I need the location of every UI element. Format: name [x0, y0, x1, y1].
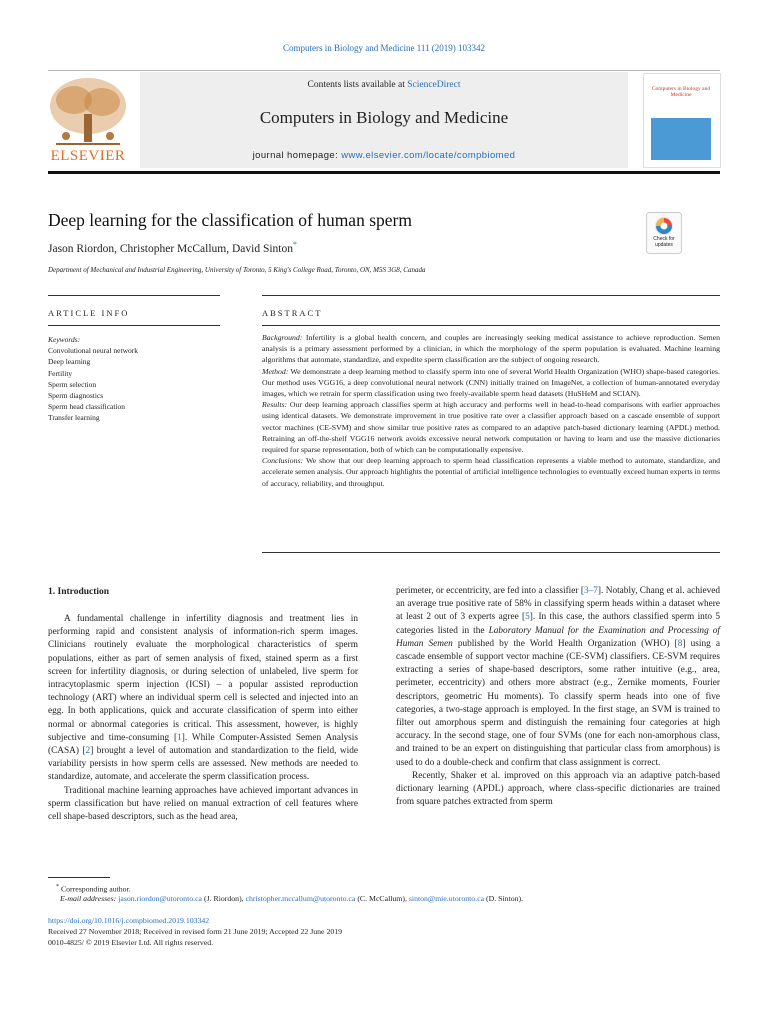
- abstract-label: Background:: [262, 333, 303, 342]
- keyword-item: Fertility: [48, 368, 73, 378]
- header-rule: [48, 70, 720, 71]
- keywords-block: [48, 334, 138, 424]
- abstract-method: [262, 366, 720, 400]
- abstract-conclusions: [262, 455, 720, 489]
- journal-title: Computers in Biology and Medicine: [259, 108, 509, 127]
- corresponding-author-mark[interactable]: *: [293, 240, 298, 249]
- intro-paragraph-2: Traditional machine learning approaches have achieved important advances in sperm classification but have relied on manual extraction of cell features where cell shape-based descriptors, such as the head area,: [48, 785, 358, 823]
- keyword-item: Deep learning: [48, 357, 91, 367]
- intro-paragraph-3: [396, 585, 720, 770]
- right-column: [396, 585, 720, 809]
- text-run: published by the World Health Organization (WHO) [: [452, 638, 678, 649]
- abstract-rule-top: [262, 295, 720, 296]
- abstract-label: Conclusions:: [262, 456, 304, 466]
- text-run: ] brought a level of automation and standardization to the field, wide variability persists in how sperm cells are assessed. New methods are needed to standardize, automate, and accelerate the sperm classification process.: [48, 746, 358, 783]
- info-rule-top: [48, 295, 220, 296]
- abstract-background: [262, 332, 720, 366]
- text-run: ] using a cascade ensemble of support vector machine (CE-SVM) classifiers. CE-SVM requires extracting a series of shape-based descriptors, some rather intuitive (e.g., area, perimeter, eccentricity) and others more abstract (e.g., Zernike moments, Fourier descriptors, geometric Hu moments). To classify sperm heads into one of five categories, a two-stage approach is employed. In the first stage, an SVM is trained to filter out amorphous sperm and distinguish the remaining four categories at high accuracy. In the second stage, one of four SVMs (one for each non-amorphous class, and trained to be an expert on distinguishing that particular class from amorphous) is used to do a double-check and confirm that class assignment is correct.: [396, 638, 720, 768]
- publisher-name: ELSEVIER: [50, 148, 126, 164]
- reference-link[interactable]: 5: [525, 612, 530, 623]
- text-run: ]. While Computer-Assisted Semen Analysis (CASA) [: [48, 732, 358, 757]
- contents-line: [140, 80, 628, 90]
- keywords-label: Keywords:: [48, 335, 81, 344]
- received-dates: Received 27 November 2018; Received in revised form 21 June 2019; Accepted 22 June 2019: [48, 927, 343, 936]
- abstract-text: Our deep learning approach classifies sperm at high accuracy and performs well in head-to-head comparisons with earlier approaches using identical datasets. We demonstrate improvement in true positive rate over a classifier approach based on a cascade ensemble of support vector machines (CE-SVM) and show similar true positive rates as compared to an adaptive patch-based dictionary learning (APDL) method. Retraining an off-the-shelf VGG16 network avoids excessive neural network computation or having to learn and use the massive dictionaries required for sparse representation, both of which can be computationally expensive.: [262, 400, 720, 455]
- homepage-link[interactable]: www.elsevier.com/locate/compbiomed: [341, 150, 516, 161]
- affiliation: Department of Mechanical and Industrial Engineering, University of Toronto, 5 King's College Road, Toronto, ON, M5S 3G8, Canada: [48, 266, 426, 274]
- sciencedirect-link[interactable]: ScienceDirect: [407, 80, 461, 90]
- journal-homepage: [140, 150, 628, 161]
- check-for-updates-label: Check for updates: [653, 236, 675, 248]
- footnote-mark: *: [56, 884, 59, 890]
- abstract-text: Infertility is a global health concern, and couples are increasingly seeking medical assistance to achieve reproduction. Semen analysis is a primary assessment performed by a clinician, in which the morphology of the sperm population is evaluated. Machine learning algorithms that automate, standardize, and expedite sperm classification are the subject of ongoing research.: [262, 333, 720, 365]
- footnote-rule: [48, 877, 110, 878]
- journal-citation[interactable]: Computers in Biology and Medicine 111 (2019) 103342: [282, 43, 486, 53]
- abstract-rule-bottom: [262, 552, 720, 553]
- abstract-text: We demonstrate a deep learning method to classify sperm into one of several World Health Organization (WHO) shape-based categories. Our method uses VGG16, a deep convolutional neural network (CNN) initially trained on ImageNet, a collection of human-annotated everyday images, which we retrain for sperm classification using two freely-available sperm head datasets (HuSHeM and SCIAN).: [262, 366, 720, 399]
- text-run: ]. In this case, the authors classified sperm into 5 categories listed in the: [396, 612, 720, 636]
- abstract-body: [262, 332, 720, 489]
- text-run: A fundamental challenge in infertility diagnosis and treatment lies in performing rapid and consistent analysis of information-rich sperm images. Clinicians routinely evaluate the morphological characteristics of sperm populations, either as part of semen analysis of fixed, stained sperm as a first screen for infertility diagnosis, or during selection of unlabeled, live sperm for intracytoplasmic sperm injection (ICSI) – a popular assisted reproduction technology (ART) where an individual sperm cell is selected and injected into an egg. In both applications, quick and accurate classification of sperm into either normal or abnormal categories is critical. This assessment, however, is highly subjective and time-consuming [: [48, 614, 358, 743]
- info-rule-mid: [48, 325, 220, 326]
- abstract-heading: ABSTRACT: [262, 308, 323, 318]
- article-info-heading: ARTICLE INFO: [48, 308, 130, 318]
- abstract-results: [262, 399, 720, 455]
- email-owner: (J. Riordon),: [202, 894, 246, 903]
- text-run: ]. Notably, Chang et al. achieved an average true positive rate of 58% in classifying sperm heads within a dataset where at least 2 out of 3 experts agree [: [396, 586, 721, 623]
- reference-link[interactable]: 8: [677, 638, 683, 649]
- section-heading-introduction: 1. Introduction: [48, 587, 110, 597]
- intro-paragraph-1: [48, 613, 358, 785]
- doi-link[interactable]: https://doi.org/10.1016/j.compbiomed.2019.103342: [48, 916, 210, 925]
- footnote-text: Corresponding author.: [60, 884, 131, 894]
- email-link[interactable]: sinton@mie.utoronto.ca: [408, 894, 485, 903]
- homepage-prefix: journal homepage:: [252, 150, 342, 161]
- cover-title: Computers in Biology and Medicine: [651, 86, 711, 98]
- email-link[interactable]: jason.riordon@utoronto.ca: [118, 894, 203, 903]
- keyword-item: Convolutional neural network: [48, 346, 138, 356]
- cover-image: [651, 118, 711, 160]
- header-thick-rule: [48, 171, 720, 174]
- abstract-label: Results:: [262, 400, 288, 410]
- intro-paragraph-4: Recently, Shaker et al. improved on this approach via an adaptive patch-based dictionary learning (APDL) approach, where class-specific dictionaries are trained from square patches extracted from sperm: [396, 770, 720, 808]
- email-footnote: [60, 893, 523, 904]
- copyright: 0010-4825/ © 2019 Elsevier Ltd. All rights reserved.: [48, 938, 214, 947]
- authors-text: Jason Riordon, Christopher McCallum, David Sinton: [48, 242, 294, 255]
- contents-prefix: Contents lists available at: [307, 80, 408, 90]
- reference-link[interactable]: 1: [177, 732, 182, 743]
- email-owner: (D. Sinton).: [484, 894, 524, 903]
- text-run: perimeter, or eccentricity, are fed into a classifier [: [396, 586, 584, 596]
- author-list: [48, 240, 297, 255]
- keyword-item: Sperm selection: [48, 379, 97, 389]
- left-column: [48, 613, 358, 824]
- manual-title: Laboratory Manual for the Examination and Processing of Human Semen: [396, 625, 720, 649]
- abstract-rule-mid: [262, 325, 720, 326]
- keyword-item: Transfer learning: [48, 413, 100, 423]
- reference-link[interactable]: 3–7: [583, 586, 598, 596]
- email-owner: (C. McCallum),: [355, 894, 409, 903]
- article-title: Deep learning for the classification of human sperm: [48, 210, 412, 230]
- abstract-text: We show that our deep learning approach to sperm head classification represents a viable method to automate, standardize, and accelerate semen analysis. Our approach highlights the potential of artificial intelligence technologies to eventually exceed human experts in terms of accuracy, reliability, and throughput.: [262, 456, 720, 488]
- reference-link[interactable]: 2: [85, 746, 91, 757]
- abstract-label: Method:: [262, 366, 289, 376]
- email-link[interactable]: christopher.mccallum@utoronto.ca: [245, 894, 356, 903]
- keyword-item: Sperm diagnostics: [48, 391, 104, 401]
- keyword-item: Sperm head classification: [48, 402, 126, 412]
- email-label: E-mail addresses:: [60, 894, 117, 903]
